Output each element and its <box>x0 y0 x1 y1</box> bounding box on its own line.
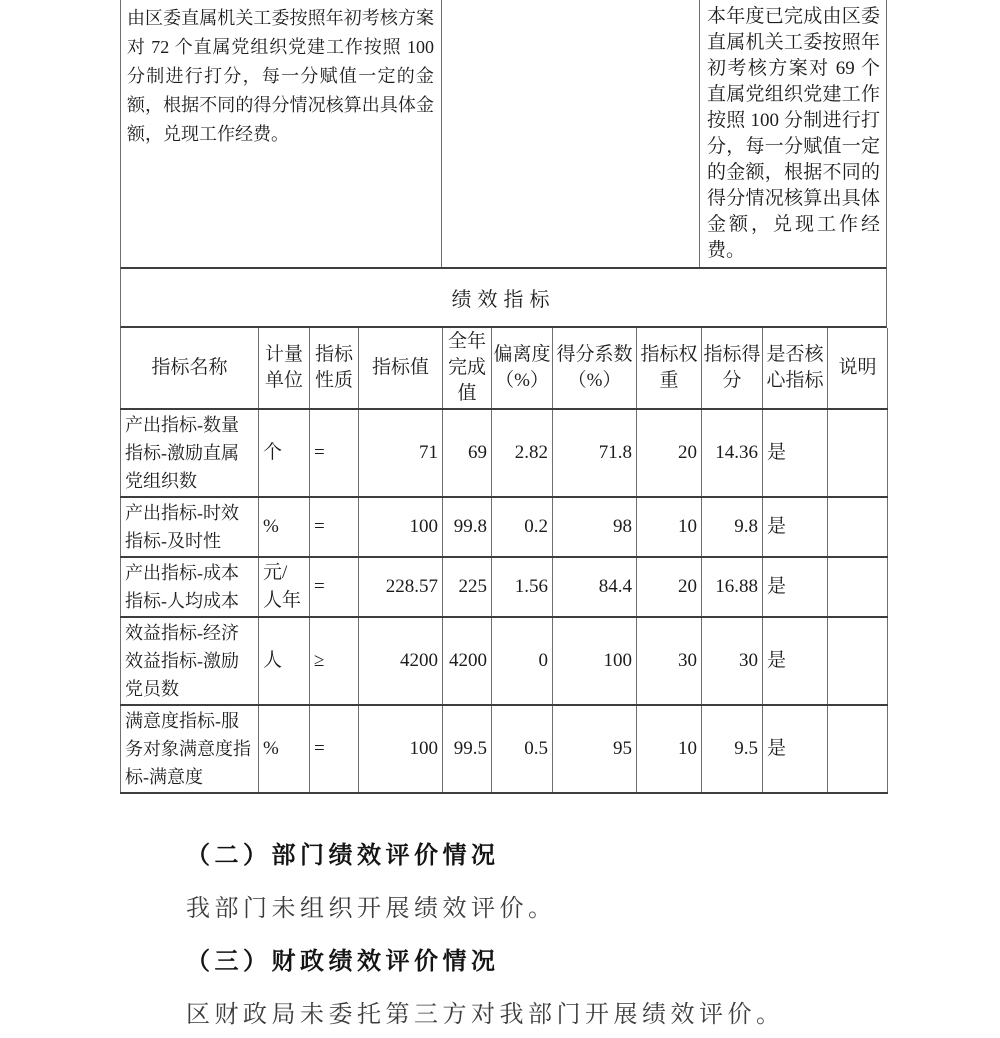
top-table-row <box>120 0 887 269</box>
cell-nature: ≥ <box>310 617 359 705</box>
cell-nature: = <box>310 705 359 793</box>
performance-table-block <box>120 0 887 794</box>
cell-deviation: 1.56 <box>492 557 553 617</box>
cell-score-coefficient: 98 <box>553 497 637 557</box>
cell-deviation: 0.5 <box>492 705 553 793</box>
cell-score: 30 <box>702 617 763 705</box>
cell-score-coefficient: 71.8 <box>553 409 637 497</box>
cell-target-value: 4200 <box>359 617 443 705</box>
cell-target-value: 71 <box>359 409 443 497</box>
cell-unit: % <box>259 497 310 557</box>
table-row <box>121 557 888 617</box>
cell-completed-value: 4200 <box>443 617 492 705</box>
cell-indicator-name: 产出指标-时效指标-及时性 <box>121 497 259 557</box>
table-row <box>121 705 888 793</box>
cell-middle-empty <box>442 0 700 267</box>
cell-nature: = <box>310 557 359 617</box>
cell-is-core: 是 <box>763 497 828 557</box>
cell-score: 14.36 <box>702 409 763 497</box>
cell-target-value: 228.57 <box>359 557 443 617</box>
cell-score-coefficient: 100 <box>553 617 637 705</box>
cell-deviation: 2.82 <box>492 409 553 497</box>
cell-completed-value: 99.8 <box>443 497 492 557</box>
cell-unit: 元/人年 <box>259 557 310 617</box>
performance-indicators-title: 绩效指标 <box>120 269 887 328</box>
col-header-indicator-name: 指标名称 <box>121 328 259 409</box>
cell-note <box>828 617 888 705</box>
col-header-score-coefficient: 得分系数（%） <box>553 328 637 409</box>
cell-weight: 30 <box>637 617 702 705</box>
paragraph-2: 我部门未组织开展绩效评价。 <box>186 896 557 922</box>
cell-indicator-name: 满意度指标-服务对象满意度指标-满意度 <box>121 705 259 793</box>
cell-note <box>828 557 888 617</box>
cell-method-description: 由区委直属机关工委按照年初考核方案对 72 个直属党组织党建工作按照 100 分制进行打分，每一分赋值一定的金额，根据不同的得分情况核算出具体金额，兑现工作经费。 <box>121 0 442 267</box>
cell-indicator-name: 效益指标-经济效益指标-激励党员数 <box>121 617 259 705</box>
cell-unit: 个 <box>259 409 310 497</box>
cell-is-core: 是 <box>763 705 828 793</box>
cell-score: 9.5 <box>702 705 763 793</box>
cell-weight: 10 <box>637 497 702 557</box>
col-header-deviation: 偏离度（%） <box>492 328 553 409</box>
cell-note <box>828 705 888 793</box>
cell-weight: 10 <box>637 705 702 793</box>
paragraph-3: 区财政局未委托第三方对我部门开展绩效评价。 <box>186 1002 785 1028</box>
table-row <box>121 617 888 705</box>
cell-unit: % <box>259 705 310 793</box>
cell-indicator-name: 产出指标-成本指标-人均成本 <box>121 557 259 617</box>
cell-is-core: 是 <box>763 409 828 497</box>
cell-completed-value: 225 <box>443 557 492 617</box>
col-header-completed-value: 全年完成值 <box>443 328 492 409</box>
cell-score: 16.88 <box>702 557 763 617</box>
indicator-table <box>120 328 888 794</box>
col-header-is-core: 是否核心指标 <box>763 328 828 409</box>
cell-note <box>828 497 888 557</box>
col-header-weight: 指标权重 <box>637 328 702 409</box>
cell-note <box>828 409 888 497</box>
cell-target-value: 100 <box>359 497 443 557</box>
cell-completion-description: 本年度已完成由区委直属机关工委按照年初考核方案对 69 个直属党组织党建工作按照 100 分制进行打分，每一分赋值一定的金额，根据不同的得分情况核算出具体金额，兑现工作经费。 <box>707 6 880 261</box>
cell-score-coefficient: 84.4 <box>553 557 637 617</box>
col-header-note: 说明 <box>828 328 888 409</box>
cell-completed-value: 99.5 <box>443 705 492 793</box>
cell-unit: 人 <box>259 617 310 705</box>
header-row <box>121 328 888 409</box>
table-row <box>121 409 888 497</box>
col-header-nature: 指标性质 <box>310 328 359 409</box>
cell-is-core: 是 <box>763 557 828 617</box>
cell-score-coefficient: 95 <box>553 705 637 793</box>
col-header-score: 指标得分 <box>702 328 763 409</box>
cell-completed-value: 69 <box>443 409 492 497</box>
table-row <box>121 497 888 557</box>
report-text-section <box>186 841 785 1038</box>
col-header-unit: 计量单位 <box>259 328 310 409</box>
section-heading-2: （二）部门绩效评价情况 <box>186 843 500 869</box>
cell-nature: = <box>310 409 359 497</box>
cell-score: 9.8 <box>702 497 763 557</box>
indicator-tbody <box>121 409 888 793</box>
col-header-target-value: 指标值 <box>359 328 443 409</box>
cell-indicator-name: 产出指标-数量指标-激励直属党组织数 <box>121 409 259 497</box>
cell-deviation: 0.2 <box>492 497 553 557</box>
cell-weight: 20 <box>637 409 702 497</box>
cell-deviation: 0 <box>492 617 553 705</box>
section-heading-3: （三）财政绩效评价情况 <box>186 949 500 975</box>
cell-target-value: 100 <box>359 705 443 793</box>
cell-is-core: 是 <box>763 617 828 705</box>
cell-weight: 20 <box>637 557 702 617</box>
cell-nature: = <box>310 497 359 557</box>
